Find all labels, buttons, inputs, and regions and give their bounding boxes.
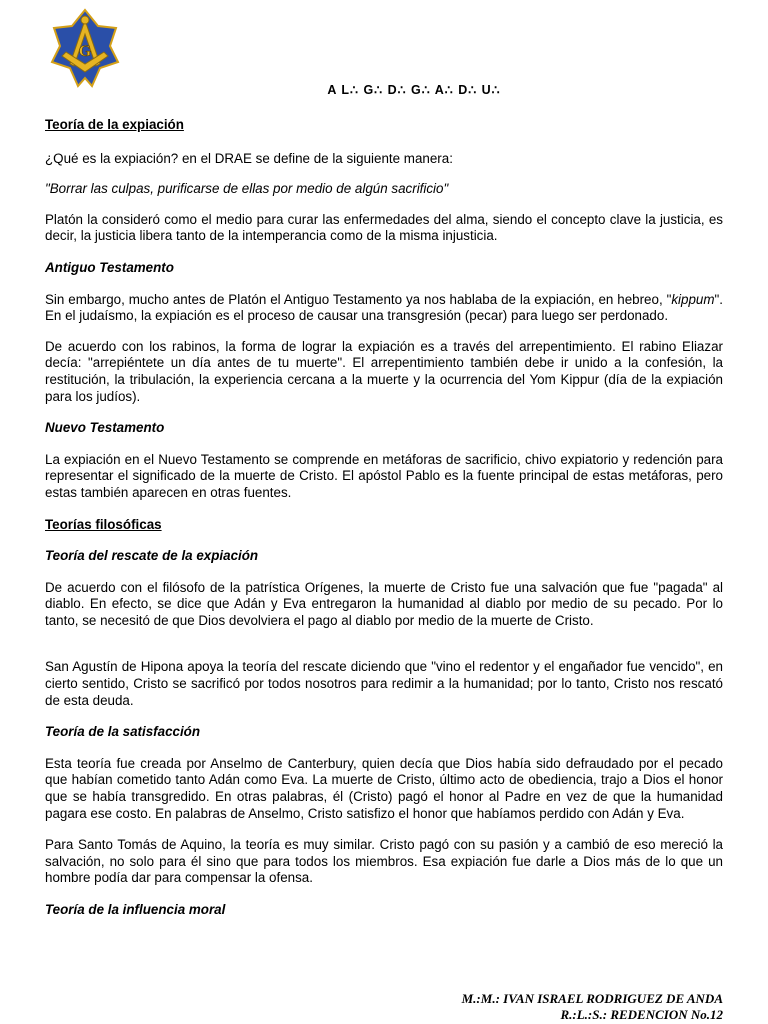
svg-text:G: G: [78, 43, 92, 60]
subsection-title: Teoría de la influencia moral: [45, 902, 226, 917]
section-title: Teorías filosóficas: [45, 516, 162, 532]
paragraph: De acuerdo con el filósofo de la patrística Orígenes, la muerte de Cristo fue una salvación que fue "pagada" al diablo. En efecto, se dice que Adán y Eva entregaron la humanidad al diablo por medio de su pecado. Por lo tanto, se necesitó de que Dios devolviera el pago al diablo por medio de la muerte de Cristo.: [45, 579, 723, 628]
quote: "Borrar las culpas, purificarse de ellas por medio de algún sacrificio": [45, 181, 449, 197]
paragraph: De acuerdo con los rabinos, la forma de lograr la expiación es a través del arrepentimiento. El rabino Eliazar decía: "arrepiéntete un día antes de tu muerte". El arrepentimiento también debe ir unido a la confesión, la restitución, la tribulación, la experiencia cercana a la muerte y la ocurrencia del Yom Kippur (día de la expiación para los judíos).: [45, 338, 723, 404]
paragraph: Esta teoría fue creada por Anselmo de Canterbury, quien decía que Dios había sido defraudado por el pecado que habían cometido tanto Adán como Eva. La muerte de Cristo, último acto de obediencia, trajo a Dios el honor que se había transgredido. En otras palabras, él (Cristo) pagó el honor al Padre en vez de que la humanidad pagara ese costo. En palabras de Anselmo, Cristo satisfizo el honor que habíamos perdido con Adán y Eva.: [45, 755, 723, 821]
paragraph: San Agustín de Hipona apoya la teoría del rescate diciendo que "vino el redentor y el engañador fue vencido", en cierto sentido, Cristo se sacrificó por todos nosotros para redimir a la humanidad; por lo tanto, Cristo nos rescató de esta deuda.: [45, 659, 723, 708]
paragraph: La expiación en el Nuevo Testamento se comprende en metáforas de sacrificio, chivo expiatorio y redención para representar el significado de la muerte de Cristo. El apóstol Pablo es la fuente principal de estas metáforas, pero estas también aparecen en otras fuentes.: [45, 451, 723, 500]
section-title: Teoría de la expiación: [45, 117, 184, 132]
subsection-title: Nuevo Testamento: [45, 420, 165, 436]
paragraph: Para Santo Tomás de Aquino, la teoría es muy similar. Cristo pagó con su pasión y a cambió de eso mereció la salvación, no solo para él sino que para todos los miembros. Esa expiación fue darle a Dios más de lo que un hombre podía dar para compensar la ofensa.: [45, 837, 723, 886]
document-body: [45, 117, 723, 919]
paragraph: ¿Qué es la expiación? en el DRAE se define de la siguiente manera:: [45, 150, 453, 166]
paragraph: Platón la consideró como el medio para curar las enfermedades del alma, siendo el concepto clave la justicia, es decir, la justicia libera tanto de la intemperancia como de la misma injusticia.: [45, 211, 723, 244]
footer-lodge: R.:L.:S.: REDENCION No.12: [560, 1006, 723, 1022]
subsection-title: Antiguo Testamento: [45, 259, 174, 275]
footer-author: M.:M.: IVAN ISRAEL RODRIGUEZ DE ANDA: [461, 991, 723, 1006]
signature-footer: [462, 991, 723, 1022]
subsection-title: Teoría de la satisfacción: [45, 724, 201, 740]
square-and-compass-icon: [44, 6, 126, 92]
paragraph: Sin embargo, mucho antes de Platón el Antiguo Testamento ya nos hablaba de la expiación, en hebreo, "kippum". En el judaísmo, la expiación es el proceso de causar una transgresión (pecar) para luego ser perdonado.: [45, 291, 723, 324]
subsection-title: Teoría del rescate de la expiación: [45, 548, 259, 564]
document-header: A L∴ G∴ D∴ G∴ A∴ D∴ U∴: [327, 83, 501, 97]
